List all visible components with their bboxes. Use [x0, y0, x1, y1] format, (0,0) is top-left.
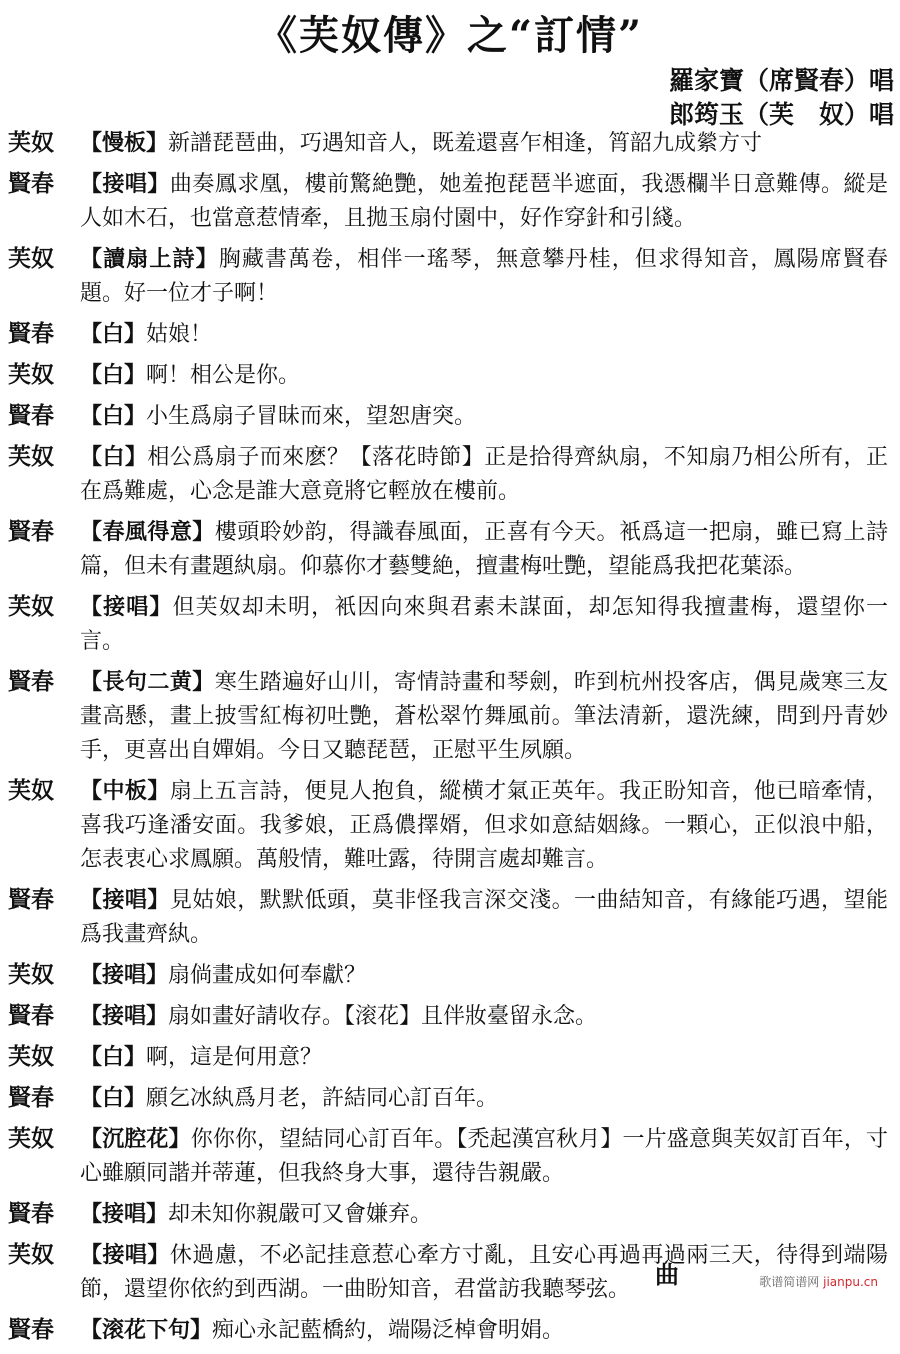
speaker-name: 賢春: [8, 886, 54, 913]
watermark-domain: jianpu.cn: [823, 1275, 878, 1289]
dialogue-line: [8, 515, 888, 584]
speaker-name: 芙奴: [8, 1125, 54, 1152]
line-text: 扇倘畫成如何奉獻？: [168, 963, 367, 988]
tune-tag: 【白】: [80, 321, 147, 347]
tune-tag: 【白】: [80, 403, 147, 429]
line-text: 却未知你親嚴可又會嫌弃。: [168, 1202, 433, 1227]
speaker-name: 芙奴: [8, 245, 54, 272]
line-content: [80, 774, 888, 877]
line-text: 扇上五言詩，便見人抱負，縱横才氣正英年。我正盼知音，他已暗牽情，喜我巧逢潘安面。我爹娘，正爲儂擇婿，但求如意結姻緣。一顆心，正似浪中船，怎表衷心求鳳願。萬般情，難吐露，待開言處却難言。: [80, 779, 888, 872]
line-text: 你你你，望結同心訂百年。【禿起漢宫秋月】一片盛意與芙奴訂百年，寸心雖願同諧并蒂蓮，但我終身大事，還待告親嚴。: [80, 1127, 888, 1186]
tune-tag: 【滚花下句】: [80, 1317, 213, 1343]
watermark: [759, 1273, 878, 1290]
dialogue-line: [8, 317, 888, 352]
line-content: [80, 1040, 888, 1075]
line-text: 曲奏鳳求凰，樓前驚絶艷，她羞抱琵琶半遮面，我憑欄半日意難傳。縱是人如木石，也當意惹情牽，且拋玉扇付園中，好作穿針和引綫。: [80, 172, 888, 231]
tune-tag: 【接唱】: [80, 1242, 170, 1268]
dialogue-line: [8, 665, 888, 768]
line-content: [80, 317, 888, 352]
dialogue-line: [8, 1040, 888, 1075]
line-content: [80, 958, 888, 993]
line-content: [80, 399, 888, 434]
dialogue-line: [8, 883, 888, 952]
speaker-name: 賢春: [8, 668, 54, 695]
line-text: 但芙奴却未明，衹因向來與君素未謀面，却怎知得我擅畫梅，還望你一言。: [80, 595, 888, 654]
dialogue-line: [8, 242, 888, 311]
tune-tag: 【中板】: [80, 778, 170, 804]
speaker-name: 賢春: [8, 1200, 54, 1227]
speaker-name: 賢春: [8, 1084, 54, 1111]
line-text: 痴心永記藍橋約，端陽泛棹會明娟。: [212, 1318, 565, 1343]
tune-tag: 【接唱】: [80, 171, 170, 197]
speaker-name: 芙奴: [8, 443, 54, 470]
dialogue-line: [8, 1238, 888, 1307]
dialogue-line: [8, 1081, 888, 1116]
dialogue-line: [8, 999, 888, 1034]
line-text: 休過慮，不必記挂意惹心牽方寸亂，且安心再過再過兩三天，待得到端陽節，還望你依約到西湖。一曲盼知音，君當訪我聽琴弦。: [80, 1243, 888, 1302]
page-title: 《芙奴傳》之“訂情”: [256, 12, 643, 59]
tune-tag: 【白】: [80, 1044, 147, 1070]
speaker-name: 賢春: [8, 402, 54, 429]
line-text: 樓頭聆妙韵，得識春風面，正喜有今天。衹爲這一把扇，雖已寫上詩篇，但未有畫題紈扇。仰慕你才藝雙絶，擅畫梅吐艷，望能爲我把花葉添。: [80, 520, 888, 579]
credit-line: 郎筠玉（芙 奴）唱: [668, 100, 894, 129]
tune-tag: 【沉腔花】: [80, 1126, 191, 1152]
line-text: 小生爲扇子冒昧而來，望恕唐突。: [146, 404, 477, 429]
tune-tag: 【白】: [80, 362, 147, 388]
speaker-name: 賢春: [8, 1002, 54, 1029]
line-content: [80, 883, 888, 952]
speaker-name: 賢春: [8, 518, 54, 545]
tune-tag: 【白】: [80, 1085, 147, 1111]
line-text: 胸藏書萬卷，相伴一瑤琴，無意攀丹桂，但求得知音，鳳陽席賢春題。好一位才子啊！: [80, 247, 888, 306]
dialogue-line: [8, 958, 888, 993]
dialogue-line: [8, 358, 888, 393]
speaker-name: 芙奴: [8, 1241, 54, 1268]
tune-tag: 【讀扇上詩】: [80, 246, 219, 272]
tune-tag: 【慢板】: [80, 130, 169, 156]
line-text: 相公爲扇子而來麽？【落花時節】正是拾得齊紈扇，不知扇乃相公所有，正在爲難處，心念是誰大意竟將它輕放在樓前。: [80, 445, 888, 504]
credits: [669, 64, 894, 132]
tune-tag: 【白】: [80, 444, 148, 470]
line-text: 啊，這是何用意？: [146, 1045, 323, 1070]
speaker-name: 芙奴: [8, 777, 54, 804]
speaker-name: 芙奴: [8, 961, 54, 988]
line-text: 願乞冰紈爲月老，許結同心訂百年。: [146, 1086, 499, 1111]
line-text: 扇如畫好請收存。【滚花】且伴妝臺留永念。: [168, 1004, 598, 1029]
speaker-name: 芙奴: [8, 593, 54, 620]
line-content: [80, 1197, 888, 1232]
tune-tag: 【接唱】: [80, 887, 170, 913]
line-text: 啊！相公是你。: [146, 363, 301, 388]
credit-line: 羅家寶（席賢春）唱: [668, 66, 894, 95]
tune-tag: 【接唱】: [80, 1201, 169, 1227]
dialogue-line: [8, 1122, 888, 1191]
line-content: [80, 242, 888, 311]
tune-tag: 【接唱】: [80, 1003, 169, 1029]
dialogue-line: [8, 774, 888, 877]
speaker-name: 芙奴: [8, 361, 54, 388]
footer-glyph: 曲: [655, 1260, 679, 1289]
line-text: 新譜琵琶曲，巧遇知音人，既羞還喜乍相逢，筲韶九成縈方寸: [168, 131, 763, 156]
dialogue-line: [8, 167, 888, 236]
line-content: [80, 1081, 888, 1116]
line-content: [80, 1122, 888, 1191]
watermark-site: 歌谱简谱网: [759, 1275, 820, 1289]
tune-tag: 【接唱】: [80, 962, 169, 988]
line-text: 姑娘！: [146, 322, 213, 347]
dialogue-line: [8, 1313, 888, 1348]
speaker-name: 芙奴: [8, 1043, 54, 1070]
speaker-name: 賢春: [8, 320, 54, 347]
tune-tag: 【長句二黄】: [80, 669, 215, 695]
dialogue-line: [8, 1197, 888, 1232]
speaker-name: 賢春: [8, 170, 54, 197]
line-content: [80, 999, 888, 1034]
line-content: [80, 515, 888, 584]
line-content: [80, 126, 888, 161]
dialogue-line: [8, 126, 888, 161]
speaker-name: 芙奴: [8, 129, 54, 156]
line-content: [80, 1313, 888, 1348]
line-text: 寒生踏遍好山川，寄情詩畫和琴劍，昨到杭州投客店，偶見歲寒三友畫高懸，畫上披雪紅梅初吐艷，蒼松翠竹舞風前。筆法清新，還洗練，問到丹青妙手，更喜出自嬋娟。今日又聽琵琶，正慰平生夙願。: [80, 670, 888, 763]
line-text: 見姑娘，默默低頭，莫非怪我言深交淺。一曲結知音，有緣能巧遇，望能爲我畫齊紈。: [80, 888, 888, 947]
dialogue-line: [8, 440, 888, 509]
line-content: [80, 440, 888, 509]
line-content: [80, 167, 888, 236]
line-content: [80, 590, 888, 659]
dialogue-line: [8, 590, 888, 659]
line-content: [80, 665, 888, 768]
speaker-name: 賢春: [8, 1316, 54, 1343]
libretto-body: [8, 126, 888, 1354]
dialogue-line: [8, 399, 888, 434]
line-content: [80, 358, 888, 393]
tune-tag: 【春風得意】: [80, 519, 215, 545]
tune-tag: 【接唱】: [80, 594, 173, 620]
